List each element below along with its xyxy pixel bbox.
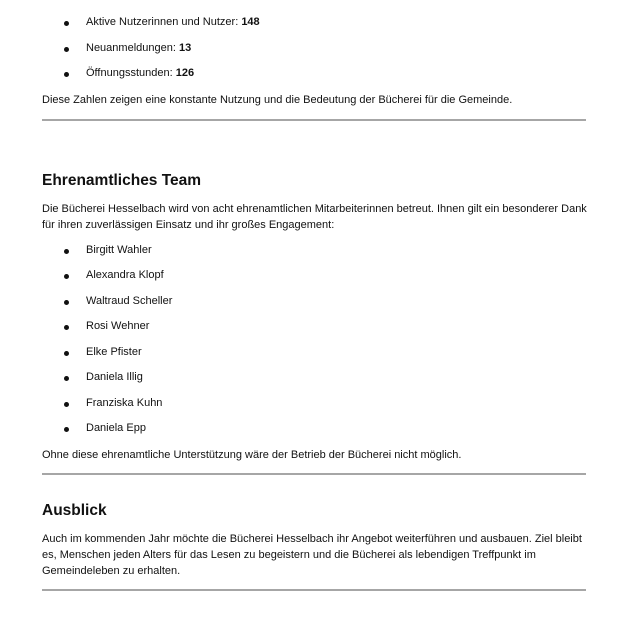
stat-label: Aktive Nutzerinnen und Nutzer: — [86, 16, 239, 28]
stat-value: 126 — [175, 67, 195, 79]
team-member: Franziska Kuhn — [42, 391, 587, 417]
team-member: Waltraud Scheller — [42, 289, 587, 315]
section-divider — [42, 589, 586, 591]
team-heading: Ehrenamtliches Team — [42, 171, 202, 189]
team-member: Daniela Illig — [42, 365, 587, 391]
stat-value: 148 — [241, 16, 260, 28]
outlook-text: Auch im kommenden Jahr möchte die Bücherei Hesselbach ihr Angebot weiterführen und ausbauen. Ziel bleibt es, Menschen jeden Alters für das Lesen zu begeistern und die Bücherei als lebendigen Treffpunkt im Gemeindeleben zu erhalten. — [42, 532, 582, 577]
section-divider — [42, 119, 586, 121]
stat-label: Neuanmeldungen: — [86, 41, 176, 54]
stat-label: Öffnungsstunden: — [86, 67, 173, 79]
team-member: Alexandra Klopf — [42, 263, 587, 289]
team-member: Elke Pfister — [42, 340, 587, 366]
team-member: Rosi Wehner — [42, 314, 587, 340]
list-item — [42, 10, 587, 36]
list-item — [42, 61, 587, 87]
team-member: Birgitt Wahler — [42, 238, 587, 264]
stats-list — [42, 10, 587, 87]
stat-value: 13 — [178, 41, 192, 54]
list-item — [42, 36, 587, 62]
team-member-list — [42, 238, 587, 442]
outlook-heading: Ausblick — [42, 501, 107, 519]
team-member: Daniela Epp — [42, 416, 587, 442]
team-intro: Die Bücherei Hesselbach wird von acht ehrenamtlichen Mitarbeiterinnen betreut. Ihnen gilt ein besonderer Dank für ihren zuverlässigen Einsatz und ihr großes Engagement: — [42, 202, 587, 231]
stats-summary: Diese Zahlen zeigen eine konstante Nutzung und die Bedeutung der Bücherei für die Gemeinde. — [42, 93, 513, 106]
section-divider — [42, 473, 586, 475]
document-page — [42, 0, 587, 591]
team-closing: Ohne diese ehrenamtliche Unterstützung wäre der Betrieb der Bücherei nicht möglich. — [42, 448, 462, 461]
